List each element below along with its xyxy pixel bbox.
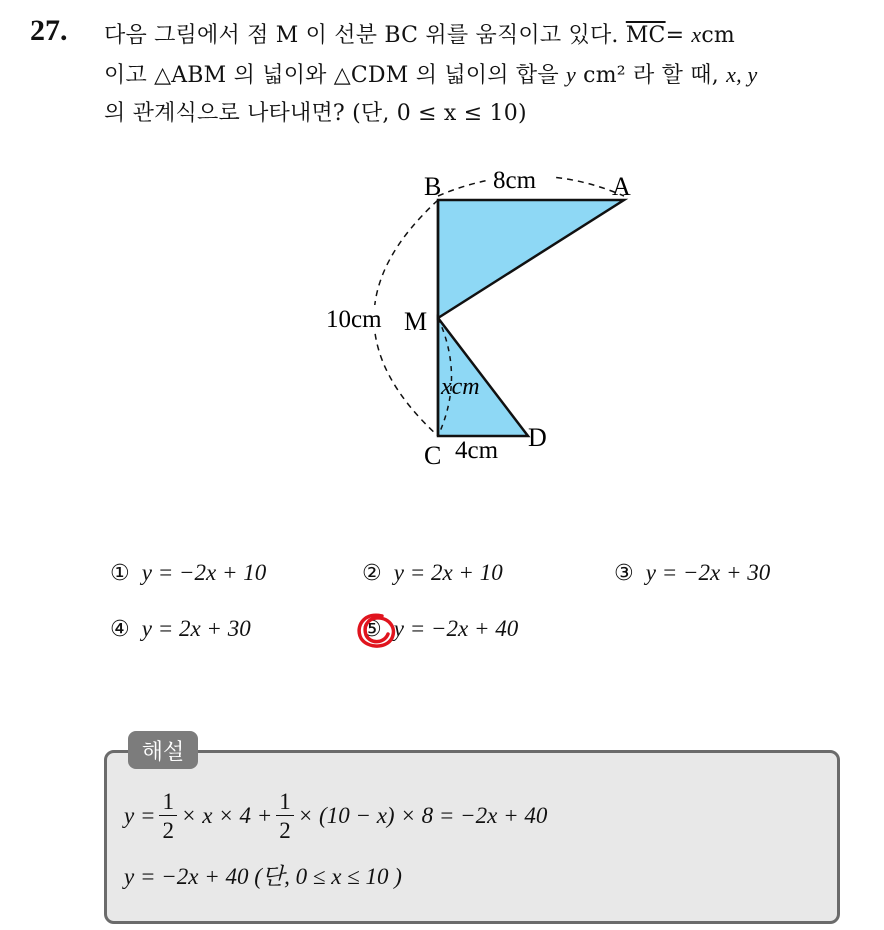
segment-mc: $\overline{MC}$: [625, 23, 666, 48]
var-x: x: [691, 22, 702, 47]
explanation-line-1: [124, 790, 547, 842]
question-line-1: [104, 18, 735, 49]
label-length-ba: 8cm: [493, 167, 537, 194]
question-number: 27.: [30, 14, 68, 47]
label-a: A: [612, 172, 631, 201]
choice-number-2: ②: [362, 561, 382, 586]
unit-cm: cm: [701, 23, 735, 48]
eq1-lhs: y =: [124, 803, 156, 828]
choice-number-1: ①: [110, 561, 130, 586]
geometry-diagram: [300, 150, 631, 480]
question-line-3: 의 관계식으로 나타내면? (단, 0 ≤ x ≤ 10): [104, 101, 527, 126]
label-m: M: [404, 307, 428, 336]
eq2-text: y = −2x + 40 (단, 0 ≤ x ≤ 10 ): [124, 864, 402, 889]
answer-circle-mark: [352, 610, 400, 652]
choice-3[interactable]: [614, 560, 770, 586]
fraction-half-1: [159, 790, 177, 842]
choice-number-3: ③: [614, 561, 634, 586]
label-c: C: [424, 441, 442, 470]
fraction-den-2: 2: [279, 818, 291, 843]
explanation-tag: 해설: [128, 731, 198, 769]
choice-2[interactable]: [362, 560, 503, 586]
unit-cm2: cm²: [583, 63, 626, 88]
fraction-den-1: 2: [162, 818, 174, 843]
choice-expr-3: y = −2x + 30: [645, 560, 771, 585]
var-y: y: [566, 62, 576, 87]
question-text-1: 다음 그림에서 점 M 이 선분 BC 위를 움직이고 있다.: [104, 23, 619, 48]
label-length-cd: 4cm: [455, 437, 499, 464]
question-line-2: [104, 58, 757, 89]
choice-4[interactable]: [110, 616, 251, 642]
equals-sign: =: [665, 23, 685, 48]
question-text-2b: 라 할 때,: [632, 63, 719, 88]
choice-expr-5: y = −2x + 40: [393, 616, 519, 641]
choice-expr-1: y = −2x + 10: [141, 560, 267, 585]
label-d: D: [528, 423, 547, 452]
eq1-part2: × (10 − x) × 8 = −2x + 40: [297, 803, 548, 828]
fraction-half-2: [276, 790, 294, 842]
triangle-abm: [438, 200, 624, 318]
fraction-num-1: 1: [159, 790, 177, 816]
label-b: B: [424, 172, 442, 201]
choice-number-5: ⑤: [362, 617, 382, 642]
eq1-part1: × x × 4 +: [180, 803, 273, 828]
var-xy: x, y: [726, 62, 758, 87]
choice-number-4: ④: [110, 617, 130, 642]
label-length-mc: xcm: [441, 374, 480, 400]
label-length-bc: 10cm: [326, 306, 382, 333]
fraction-num-2: 1: [276, 790, 294, 816]
question-text-2: 이고 △ABM 의 넓이와 △CDM 의 넓이의 합을: [104, 63, 559, 88]
explanation-line-2: [124, 858, 402, 891]
choice-expr-2: y = 2x + 10: [393, 560, 503, 585]
choice-expr-4: y = 2x + 30: [141, 616, 251, 641]
choice-1[interactable]: [110, 560, 266, 586]
